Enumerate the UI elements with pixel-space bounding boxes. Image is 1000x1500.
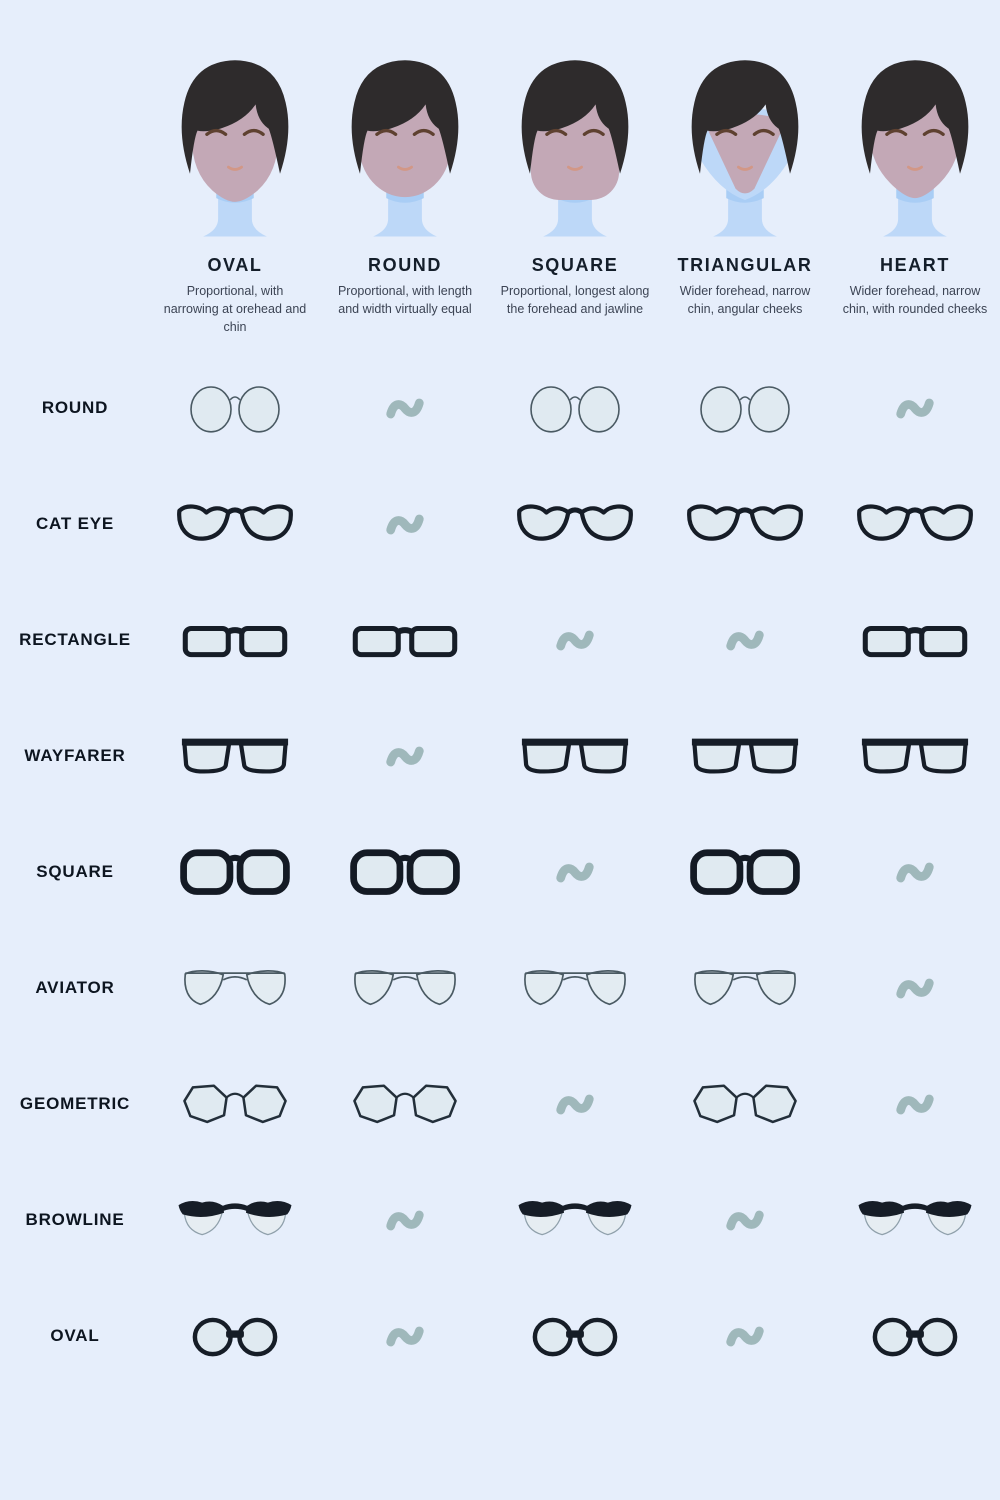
match-cell xyxy=(830,1195,1000,1246)
match-cell xyxy=(320,508,490,541)
match-cell xyxy=(660,846,830,898)
tilde-squiggle-icon xyxy=(383,392,427,425)
round-glasses-icon xyxy=(689,383,801,434)
face-shape-name: OVAL xyxy=(207,255,263,275)
tilde-squiggle-icon xyxy=(383,740,427,773)
tilde-squiggle-icon xyxy=(723,624,767,657)
match-cell xyxy=(830,499,1000,550)
glasses-row-geometric xyxy=(0,1046,1000,1162)
match-cell xyxy=(320,1204,490,1237)
glasses-row-oval xyxy=(0,1278,1000,1394)
match-cell xyxy=(150,1195,320,1246)
match-cell xyxy=(150,731,320,782)
match-cell xyxy=(830,1088,1000,1121)
cat-eye-glasses-icon xyxy=(856,499,974,550)
glasses-type-label: ROUND xyxy=(41,398,109,418)
match-cell xyxy=(660,963,830,1014)
match-cell xyxy=(490,1314,660,1359)
oval-glasses-icon xyxy=(523,1314,627,1359)
match-cell xyxy=(830,1314,1000,1359)
face-shape-description: Proportional, with narrowing at orehead and chin xyxy=(163,284,307,334)
browline-glasses-icon xyxy=(516,1195,634,1246)
aviator-glasses-icon xyxy=(176,963,294,1014)
round-face-icon xyxy=(330,48,480,245)
square-glasses-icon xyxy=(686,846,804,898)
glasses-row-aviator xyxy=(0,930,1000,1046)
browline-glasses-icon xyxy=(856,1195,974,1246)
geometric-glasses-icon xyxy=(346,1079,464,1130)
glasses-type-label: GEOMETRIC xyxy=(19,1094,131,1114)
glasses-matrix xyxy=(0,350,1000,1394)
face-shape-description: Proportional, longest along the forehead and jawline xyxy=(500,284,650,316)
wayfarer-glasses-icon xyxy=(176,731,294,782)
cat-eye-glasses-icon xyxy=(686,499,804,550)
glasses-type-label: RECTANGLE xyxy=(19,630,131,650)
glasses-type-label: CAT EYE xyxy=(35,514,115,534)
aviator-glasses-icon xyxy=(686,963,804,1014)
tilde-squiggle-icon xyxy=(893,972,937,1005)
match-cell xyxy=(490,383,660,434)
match-cell xyxy=(490,499,660,550)
match-cell xyxy=(150,1314,320,1359)
match-cell xyxy=(490,1195,660,1246)
cat-eye-glasses-icon xyxy=(516,499,634,550)
glasses-row-browline xyxy=(0,1162,1000,1278)
face-column-square xyxy=(490,48,660,336)
match-cell xyxy=(320,740,490,773)
geometric-glasses-icon xyxy=(686,1079,804,1130)
match-cell xyxy=(660,1320,830,1353)
rectangle-glasses-icon xyxy=(176,615,294,666)
tilde-squiggle-icon xyxy=(893,392,937,425)
tilde-squiggle-icon xyxy=(893,856,937,889)
round-glasses-icon xyxy=(179,383,291,434)
face-shape-description: Wider forehead, narrow chin, angular cheeks xyxy=(679,284,811,316)
match-cell xyxy=(830,972,1000,1005)
oval-glasses-icon xyxy=(183,1314,287,1359)
match-cell xyxy=(660,1204,830,1237)
match-cell xyxy=(320,846,490,898)
match-cell xyxy=(150,963,320,1014)
aviator-glasses-icon xyxy=(516,963,634,1014)
header-spacer xyxy=(0,48,150,336)
tilde-squiggle-icon xyxy=(893,1088,937,1121)
match-cell xyxy=(660,731,830,782)
glasses-type-label: AVIATOR xyxy=(35,978,115,998)
glasses-type-label: BROWLINE xyxy=(25,1210,125,1230)
face-shape-description: Wider forehead, narrow chin, with rounded cheeks xyxy=(842,284,988,316)
match-cell xyxy=(150,499,320,550)
match-cell xyxy=(830,615,1000,666)
match-cell xyxy=(830,731,1000,782)
oval-glasses-icon xyxy=(863,1314,967,1359)
match-cell xyxy=(660,499,830,550)
match-cell xyxy=(150,1079,320,1130)
face-shape-name: ROUND xyxy=(368,255,442,275)
tilde-squiggle-icon xyxy=(383,508,427,541)
round-glasses-icon xyxy=(519,383,631,434)
match-cell xyxy=(490,624,660,657)
browline-glasses-icon xyxy=(176,1195,294,1246)
face-shape-name: SQUARE xyxy=(531,255,619,275)
tilde-squiggle-icon xyxy=(553,624,597,657)
match-cell xyxy=(150,615,320,666)
match-cell xyxy=(150,383,320,434)
heart-face-icon xyxy=(840,48,990,245)
square-glasses-icon xyxy=(346,846,464,898)
glasses-row-wayfarer xyxy=(0,698,1000,814)
triangular-face-icon xyxy=(670,48,820,245)
glasses-type-label: SQUARE xyxy=(36,862,114,882)
tilde-squiggle-icon xyxy=(553,856,597,889)
tilde-squiggle-icon xyxy=(383,1320,427,1353)
match-cell xyxy=(320,615,490,666)
rectangle-glasses-icon xyxy=(856,615,974,666)
match-cell xyxy=(320,1079,490,1130)
glasses-row-cat-eye xyxy=(0,466,1000,582)
face-column-triangular xyxy=(660,48,830,336)
match-cell xyxy=(150,846,320,898)
glasses-row-round xyxy=(0,350,1000,466)
face-shape-description: Proportional, with length and width virtually equal xyxy=(337,284,473,316)
glasses-row-rectangle xyxy=(0,582,1000,698)
face-column-oval xyxy=(150,48,320,336)
wayfarer-glasses-icon xyxy=(686,731,804,782)
match-cell xyxy=(320,963,490,1014)
wayfarer-glasses-icon xyxy=(856,731,974,782)
face-shape-header xyxy=(0,0,1000,336)
face-column-heart xyxy=(830,48,1000,336)
tilde-squiggle-icon xyxy=(723,1320,767,1353)
glasses-type-label: OVAL xyxy=(50,1326,100,1346)
aviator-glasses-icon xyxy=(346,963,464,1014)
match-cell xyxy=(490,963,660,1014)
geometric-glasses-icon xyxy=(176,1079,294,1130)
match-cell xyxy=(830,392,1000,425)
match-cell xyxy=(660,624,830,657)
match-cell xyxy=(490,856,660,889)
face-shape-name: HEART xyxy=(880,255,950,275)
match-cell xyxy=(660,383,830,434)
tilde-squiggle-icon xyxy=(723,1204,767,1237)
square-glasses-icon xyxy=(176,846,294,898)
tilde-squiggle-icon xyxy=(383,1204,427,1237)
square-face-icon xyxy=(500,48,650,245)
oval-face-icon xyxy=(160,48,310,245)
rectangle-glasses-icon xyxy=(346,615,464,666)
face-column-round xyxy=(320,48,490,336)
match-cell xyxy=(830,856,1000,889)
tilde-squiggle-icon xyxy=(553,1088,597,1121)
match-cell xyxy=(320,1320,490,1353)
match-cell xyxy=(490,1088,660,1121)
match-cell xyxy=(490,731,660,782)
wayfarer-glasses-icon xyxy=(516,731,634,782)
glasses-type-label: WAYFARER xyxy=(24,746,126,766)
match-cell xyxy=(320,392,490,425)
cat-eye-glasses-icon xyxy=(176,499,294,550)
glasses-row-square xyxy=(0,814,1000,930)
match-cell xyxy=(660,1079,830,1130)
face-shape-name: TRIANGULAR xyxy=(677,255,813,275)
